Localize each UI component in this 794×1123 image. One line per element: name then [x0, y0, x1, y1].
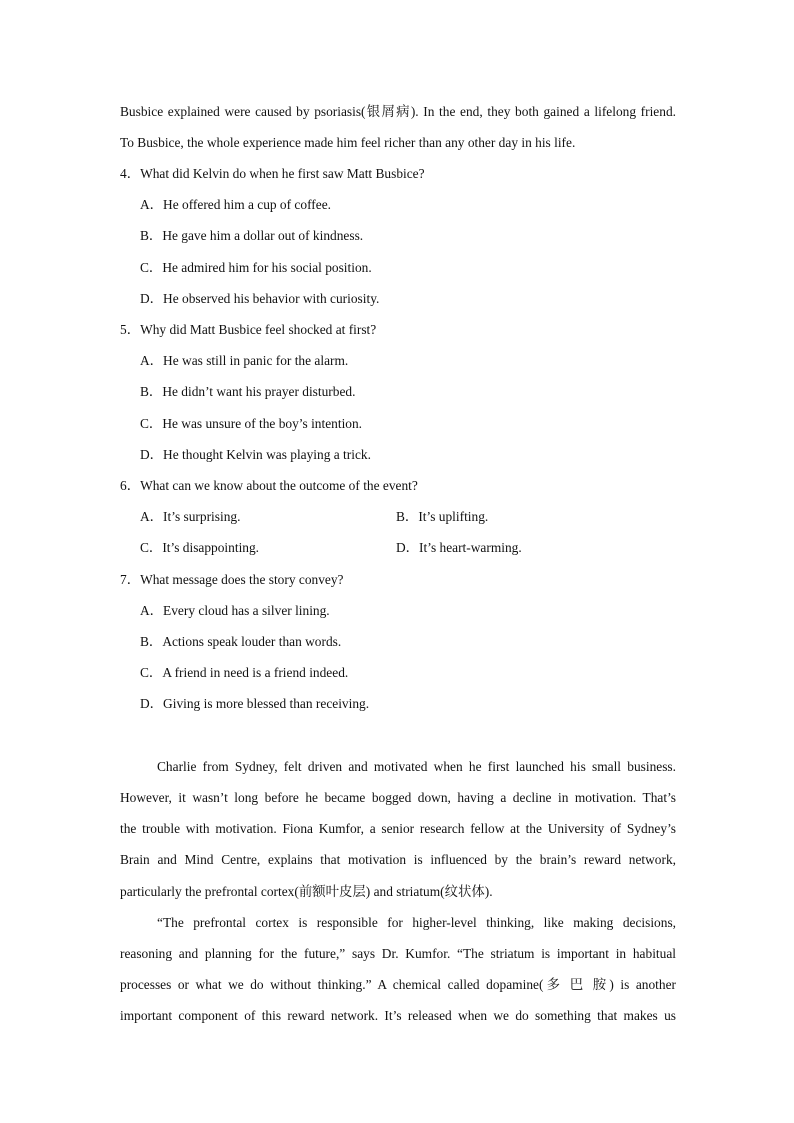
passage2-paragraph2-line: important component of this reward network. It’s released when we do something that makes us: [120, 1008, 676, 1023]
question-7-option-c: C．A friend in need is a friend indeed.: [140, 665, 349, 680]
question-4-option-d: D．He observed his behavior with curiosity.: [140, 291, 380, 306]
passage2-paragraph1-line: the trouble with motivation. Fiona Kumfor, a senior research fellow at the University of Sydney’s: [120, 821, 676, 836]
question-4-option-a: A．He offered him a cup of coffee.: [140, 197, 331, 212]
question-6-option-d: D．It’s heart-warming.: [396, 540, 522, 555]
passage2-paragraph1-line: particularly the prefrontal cortex(前额叶皮层) and striatum(纹状体).: [120, 884, 493, 899]
question-4-option-b: B．He gave him a dollar out of kindness.: [140, 228, 364, 243]
question-5-option-c: C．He was unsure of the boy’s intention.: [140, 416, 363, 431]
question-7-option-b: B．Actions speak louder than words.: [140, 634, 342, 649]
passage2-paragraph1-line: Brain and Mind Centre, explains that motivation is influenced by the brain’s reward network,: [120, 852, 676, 867]
passage2-paragraph1-line: Charlie from Sydney, felt driven and motivated when he first launched his small business.: [157, 759, 676, 774]
question-4-option-c: C．He admired him for his social position.: [140, 260, 372, 275]
question-7-option-d: D．Giving is more blessed than receiving.: [140, 696, 370, 711]
question-5-stem: 5．Why did Matt Busbice feel shocked at first?: [120, 322, 377, 337]
question-6-option-a: A．It’s surprising.: [140, 509, 241, 524]
passage-tail-line: To Busbice, the whole experience made him feel richer than any other day in his life.: [120, 135, 576, 150]
question-5-option-d: D．He thought Kelvin was playing a trick.: [140, 447, 371, 462]
question-5-option-a: A．He was still in panic for the alarm.: [140, 353, 349, 368]
passage2-paragraph2-line: “The prefrontal cortex is responsible for higher-level thinking, like making decisions,: [157, 915, 676, 930]
question-5-option-b: B．He didn’t want his prayer disturbed.: [140, 384, 356, 399]
passage-tail-line: Busbice explained were caused by psoriasis(银屑病). In the end, they both gained a lifelong friend.: [120, 104, 676, 119]
question-6-stem: 6．What can we know about the outcome of the event?: [120, 478, 418, 493]
question-6-option-b: B．It’s uplifting.: [396, 509, 489, 524]
question-7-option-a: A．Every cloud has a silver lining.: [140, 603, 330, 618]
question-7-stem: 7．What message does the story convey?: [120, 572, 344, 587]
question-6-option-c: C．It’s disappointing.: [140, 540, 260, 555]
passage2-paragraph2-line: reasoning and planning for the future,” says Dr. Kumfor. “The striatum is important in habitual: [120, 946, 676, 961]
question-4-stem: 4．What did Kelvin do when he first saw Matt Busbice?: [120, 166, 425, 181]
passage2-paragraph1-line: However, it wasn’t long before he became bogged down, having a decline in motivation. That’s: [120, 790, 676, 805]
passage2-paragraph2-line: processes or what we do without thinking.” A chemical called dopamine(多 巴 胺) is another: [120, 977, 676, 992]
